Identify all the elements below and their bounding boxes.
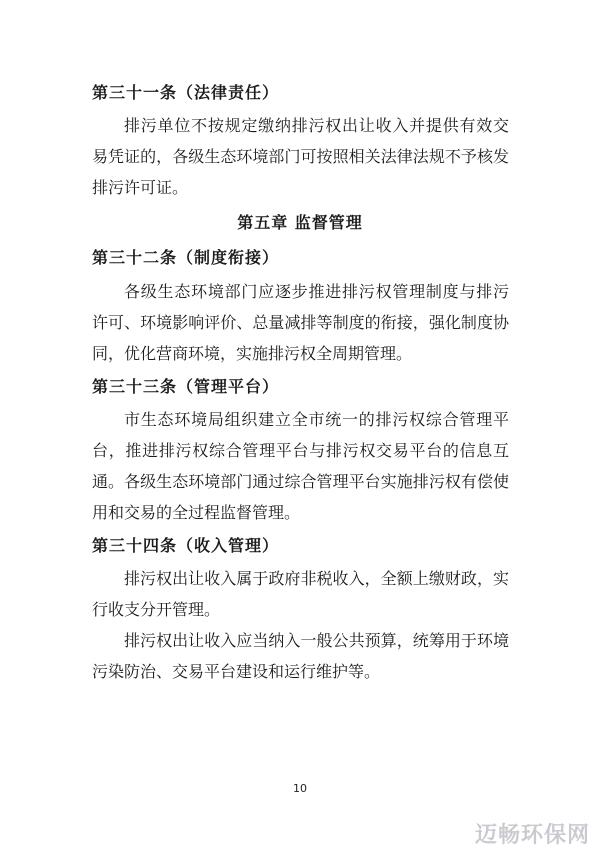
article-33-line-1: 市生态环境局组织建立全市统一的排污权综合管理平 bbox=[124, 410, 509, 429]
article-34-p1-line-1: 排污权出让收入属于政府非税收入，全额上缴财政，实 bbox=[124, 569, 509, 588]
article-32-line-2: 许可、环境影响评价、总量减排等制度的衔接，强化制度协 bbox=[92, 313, 509, 332]
article-34-p2-line-1: 排污权出让收入应当纳入一般公共预算，统筹用于环境 bbox=[124, 631, 509, 650]
article-33-line-3: 通。各级生态环境部门通过综合管理平台实施排污权有偿使 bbox=[92, 472, 509, 491]
article-34-p2-line-2: 污染防治、交易平台建设和运行维护等。 bbox=[92, 662, 381, 681]
article-32-line-3: 同，优化营商环境，实施排污权全周期管理。 bbox=[92, 344, 413, 363]
article-33-heading: 第三十三条（管理平台） bbox=[92, 377, 280, 396]
page-number: 10 bbox=[293, 782, 307, 795]
article-31-line-3: 排污许可证。 bbox=[92, 178, 189, 197]
site-watermark: 迈畅环保网 bbox=[474, 823, 590, 848]
article-33-line-2: 台，推进排污权综合管理平台与排污权交易平台的信息互 bbox=[92, 441, 509, 460]
article-32-heading: 第三十二条（制度衔接） bbox=[92, 248, 280, 267]
chapter-5-title: 第五章 监督管理 bbox=[237, 213, 363, 232]
article-34-heading: 第三十四条（收入管理） bbox=[92, 536, 280, 555]
article-34-p1-line-2: 行收支分开管理。 bbox=[92, 600, 221, 619]
article-31-line-1: 排污单位不按规定缴纳排污权出让收入并提供有效交 bbox=[124, 116, 509, 135]
article-32-line-1: 各级生态环境部门应逐步推进排污权管理制度与排污 bbox=[124, 282, 509, 301]
article-31-line-2: 易凭证的，各级生态环境部门可按照相关法律法规不予核发 bbox=[92, 147, 509, 166]
article-31-heading: 第三十一条（法律责任） bbox=[92, 83, 280, 102]
article-33-line-4: 用和交易的全过程监督管理。 bbox=[92, 503, 301, 522]
